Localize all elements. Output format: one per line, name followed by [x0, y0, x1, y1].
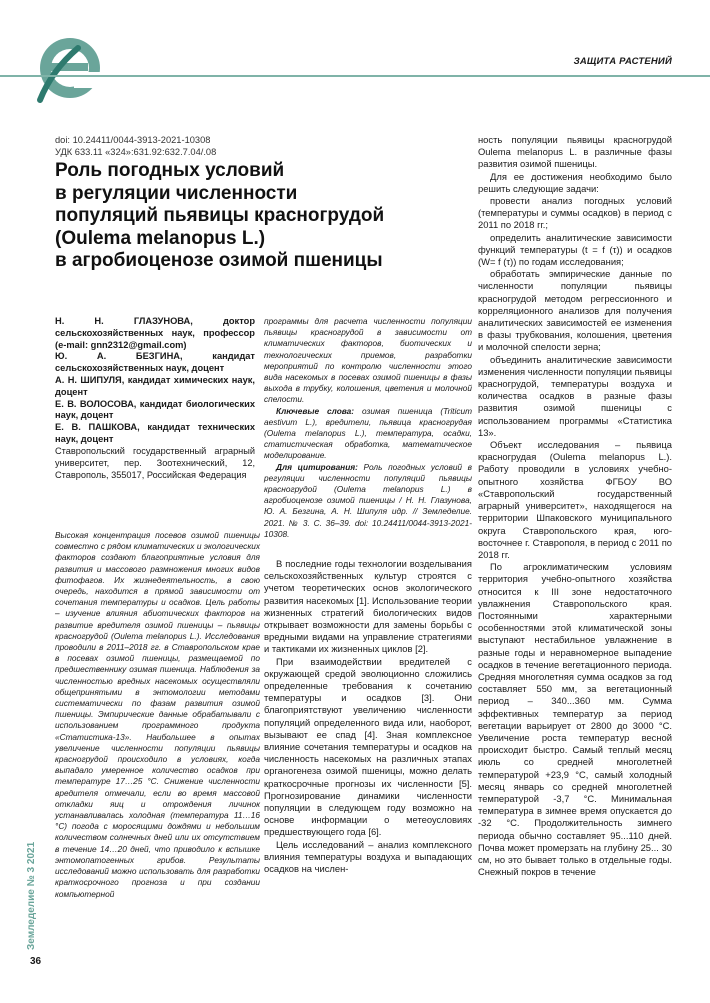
- article-title: [55, 160, 475, 273]
- section-title: ЗАЩИТА РАСТЕНИЙ: [573, 56, 672, 67]
- doi: doi: 10.24411/0044-3913-2021-10308: [55, 135, 211, 145]
- author: Е. В. ПАШКОВА, кандидат технических наук, доцент: [55, 422, 255, 444]
- paragraph: В последние годы технологии возделывания сельскохозяйственных культур строятся с учетом теоретических основ экологического развития насекомых [1]. Использование теории жизненных стратегий биологических видов открывает возможности для замены борьбы с вредными видами на управление стратегиями и тактиками их жизненных циклов [2].: [264, 558, 472, 655]
- paragraph: При взаимодействии вредителей с окружающей средой эволюционно сложились определенные требования к сочетанию температуры и осадков [3]. Они благоприятствуют увеличению численности популяций определенного вида или, наоборот, вызывают ее спад [4]. Зная комплексное влияние сочетания температуры и осадков на численность насекомых на различных этапах органогенеза озимой пшеницы, можно делать краткосрочные прогнозы их численности [5]. Прогнозирование динамики численности популяции в следующем году возможно на основе информации о метеоусловиях предшествующего года [6].: [264, 655, 472, 838]
- keywords: озимая пшеница (Triticum aestivum L.), вредители, пьявица красногрудая (Oulema melanopus L.), температура, осадки, статистическая обработка, математическое моделирование.: [264, 405, 472, 461]
- journal-issue: Земледелие № 3 2021: [26, 841, 37, 950]
- paragraph: Цель исследований – анализ комплексного влияния температуры воздуха и выпадающих осадков на числен-: [264, 838, 472, 875]
- paragraph: Объект исследования – пьявица красногрудая (Oulema melanopus L.). Работу проводили в условиях учебно-опытного хозяйства ФГБОУ ВО «Ставропольский государственный аграрный университет», находящегося на территории Шпаковского муниципального округа Ставропольского края, юго-восточнее г. Ставрополя, в период с 2011 по 2018 гг.: [478, 439, 672, 560]
- paragraph: По агроклиматическим условиям территория учебно-опытного хозяйства относится к III зоне недостаточного увлажнения Ставропольского края. Постоянными характерными особенностями этой климатической зоны выступают нестабильное увлажнение в разные годы и неравномерное выпадение осадков в течение вегетационного периода. Средняя многолетняя сумма осадков за год составляет 550 мм, за вегетационный период – 340...360 мм. Сумма эффективных температур за период вегетации варьирует от 2800 до 3000 °С. Увеличение роста температур весной происходит быстро. Самый теплый месяц июль со средней многолетней температурой +23,9 °С, самый холодный месяц январь со средней многолетней температурой -3,7 °С. Минимальная температура в зимнее время опускается до -32 °С. Продолжительность зимнего периода обычно составляет 95...110 дней. Почва может промерзать на глубину 25... 30 см, но это бывает только в отдельные годы. Снежный покров в течение: [478, 561, 672, 878]
- citation: Роль погодных условий в регуляции численности популяций пьявицы красногрудой (Oulema melanopus L.) в агробиоценозе озимой пшеницы / Н. Н. Глазунова, Ю. А. Безгина, А. Н. Шипуля идр. // Земледелие. 2021. № 3. С. 36–39. doi: 10.24411/0044-3913-2021-10308.: [264, 461, 472, 539]
- header-rule: [0, 75, 710, 77]
- udk: УДК 633.11 «324»:631.92:632.7.04/.08: [55, 147, 217, 157]
- paragraph: обработать эмпирические данные по численности популяции пьявицы красногрудой методом регрессионного и корреляционного анализов для получения аналитических зависимостей ее изменения в фазы трубкования, колошения, цветения и молочной спелости зерна;: [478, 268, 672, 353]
- body-middle-column: [264, 558, 472, 875]
- abstract-cont: программы для расчета численности популяции пьявицы красногрудой в зависимости от климатических факторов, биотических и технологических приемов, разработки мероприятий по контролю численности этого вида насекомых в посевах озимой пшеницы в фазы выхода в трубку, колошения, цветения и молочной спелости.: [264, 316, 472, 405]
- citation-label: Для цитирования:: [276, 461, 358, 472]
- title-line: (Oulema melanopus L.): [55, 227, 266, 249]
- title-line: популяций пьявицы красногрудой: [55, 205, 385, 226]
- affiliation: Ставропольский государственный аграрный университет, пер. Зоотехнический, 12, Ставрополь, 355017, Российская Федерация: [55, 445, 255, 480]
- authors-block: [55, 316, 255, 481]
- body-right-column: [478, 134, 672, 878]
- abstract: Высокая концентрация посевов озимой пшеницы совместно с рядом климатических и экологических факторов создают благоприятные условия для развития и массового размножения многих видов фитофагов. Их жизнедеятельность, в свою очередь, находится в прямой зависимости от сочетания температуры и осадков. Цель работы – изучение влияния абиотических факторов на развитие вредителя озимой пшеницы – пьявицы красногрудой (Oulema melanopus L.). Исследования проводили в 2011–2018 гг. в Ставропольском крае в посевах озимой пшеницы, размещаемой по предшественнику озимая пшеница. Наблюдения за численностью вредных насекомых осуществляли общепринятыми в энтомологии методами систематически по фазам развития озимой пшеницы. Эмпирические данные обрабатывали с использованием программного продукта «Статистика-13». Наибольшее в опытах увеличение численности популяции пьявицы красногрудой происходило в условиях, когда выпадало умеренное количество осадков при температуре 17…25 °С. Снижение численности вредителя отмечали, если во время массовой откладки яиц и отрождения личинок устанавливалась холодная (температура 11…16 °С) погода с моросящими дождями и небольшим количеством солнечных дней или их отсутствием в течение 14…20 дней, что приводило к вспышке энтомопатогенных грибов. Результаты исследований можно использовать для разработки краткосрочного прогноза и при создании компьютерной: [55, 530, 260, 899]
- keywords-label: Ключевые слова:: [276, 405, 355, 416]
- paragraph: объединить аналитические зависимости изменения численности популяции пьявицы красногрудой, температуры воздуха и количества осадков в разные фазы развития озимой пшеницы с использованием программы «Статистика 13».: [478, 353, 672, 438]
- author: А. Н. ШИПУЛЯ, кандидат химических наук, доцент: [55, 374, 255, 397]
- author: Н. Н. ГЛАЗУНОВА, доктор сельскохозяйственных наук, профессор (e-mail: gnn2312@gmail.com): [55, 316, 255, 350]
- paragraph: провести анализ погодных условий (температуры и суммы осадков) в период с 2011 по 2018 гг.;: [478, 195, 672, 231]
- page-number: 36: [30, 956, 42, 967]
- title-line: Роль погодных условий: [55, 160, 285, 181]
- paragraph: ность популяции пьявицы красногрудой Oulema melanopus L. в различные фазы развития озимой пшеницы.: [478, 134, 672, 170]
- author: Е. В. ВОЛОСОВА, кандидат биологических наук, доцент: [55, 398, 255, 421]
- title-line: в агробиоценозе озимой пшеницы: [55, 250, 383, 271]
- paragraph: определить аналитические зависимости функций температуры (t = f (τ)) и осадков (W= f (τ)) по годам исследования;: [478, 231, 672, 268]
- title-line: в регуляции численности: [55, 182, 298, 204]
- journal-e-logo: [30, 30, 105, 105]
- article-identifiers: [55, 134, 216, 158]
- abstract-continuation: [264, 316, 472, 540]
- author: Ю. А. БЕЗГИНА, кандидат сельскохозяйственных наук, доцент: [55, 351, 255, 374]
- paragraph: Для ее достижения необходимо было решить следующие задачи:: [478, 170, 672, 194]
